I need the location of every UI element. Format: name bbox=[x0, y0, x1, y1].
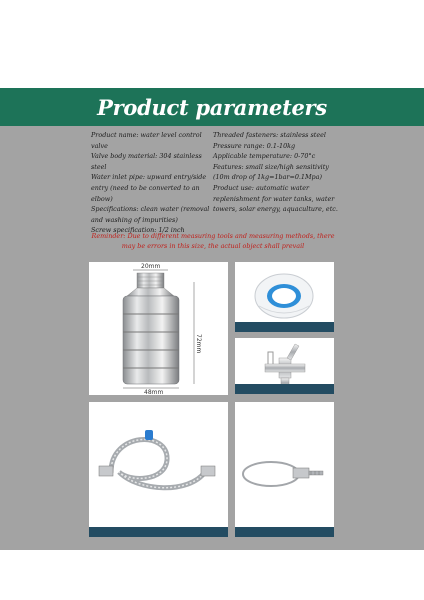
param-temperature: Applicable temperature: 0-70°c bbox=[213, 152, 316, 161]
card-strip bbox=[235, 527, 334, 537]
hose-card bbox=[89, 402, 228, 537]
param-valve-body: Valve body material: 304 stainless steel bbox=[91, 152, 202, 171]
float-ball-card bbox=[89, 262, 228, 395]
parameter-column-right bbox=[213, 130, 343, 215]
param-specifications: Specifications: clean water (removal and washing of impurities) bbox=[91, 205, 210, 224]
card-strip bbox=[235, 384, 334, 394]
param-inlet-pipe: Water inlet pipe: upward entry/side entry (need to be converted to an elbow) bbox=[91, 173, 207, 203]
param-pressure: Pressure range: 0.1-10kg bbox=[213, 141, 296, 150]
param-product-name: Product name: water level control valve bbox=[91, 131, 202, 150]
param-product-use: Product use: automatic water replenishment for water tanks, water towers, solar energy, aquaculture, etc. bbox=[213, 183, 338, 214]
braided-hose-image bbox=[89, 402, 228, 537]
card-strip bbox=[235, 322, 334, 332]
pipe-clamp-image bbox=[235, 402, 334, 537]
valve-card bbox=[235, 338, 334, 394]
tape-card bbox=[235, 262, 334, 332]
dim-top-label: 20mm bbox=[141, 263, 161, 270]
dim-bottom-label: 48mm bbox=[144, 389, 164, 395]
header-banner bbox=[0, 88, 424, 126]
param-features: Features: small size/high sensitivity (10m drop of 1kg=1bar=0.1Mpa) bbox=[213, 162, 329, 182]
clamp-card bbox=[235, 402, 334, 537]
param-fasteners: Threaded fasteners: stainless steel bbox=[213, 131, 326, 139]
card-strip bbox=[89, 527, 228, 537]
dim-side-label: 72mm bbox=[195, 334, 202, 354]
parameter-column-left bbox=[91, 130, 212, 236]
page-title: Product parameters bbox=[97, 94, 327, 120]
top-margin bbox=[0, 0, 424, 88]
float-ball-image bbox=[89, 262, 228, 395]
param-screw-spec: Screw specification: 1/2 inch bbox=[91, 226, 185, 235]
reminder-note: Reminder: Due to different measuring tools and measuring methods, there may be errors in this size, the actual object shall prevail bbox=[91, 232, 335, 250]
